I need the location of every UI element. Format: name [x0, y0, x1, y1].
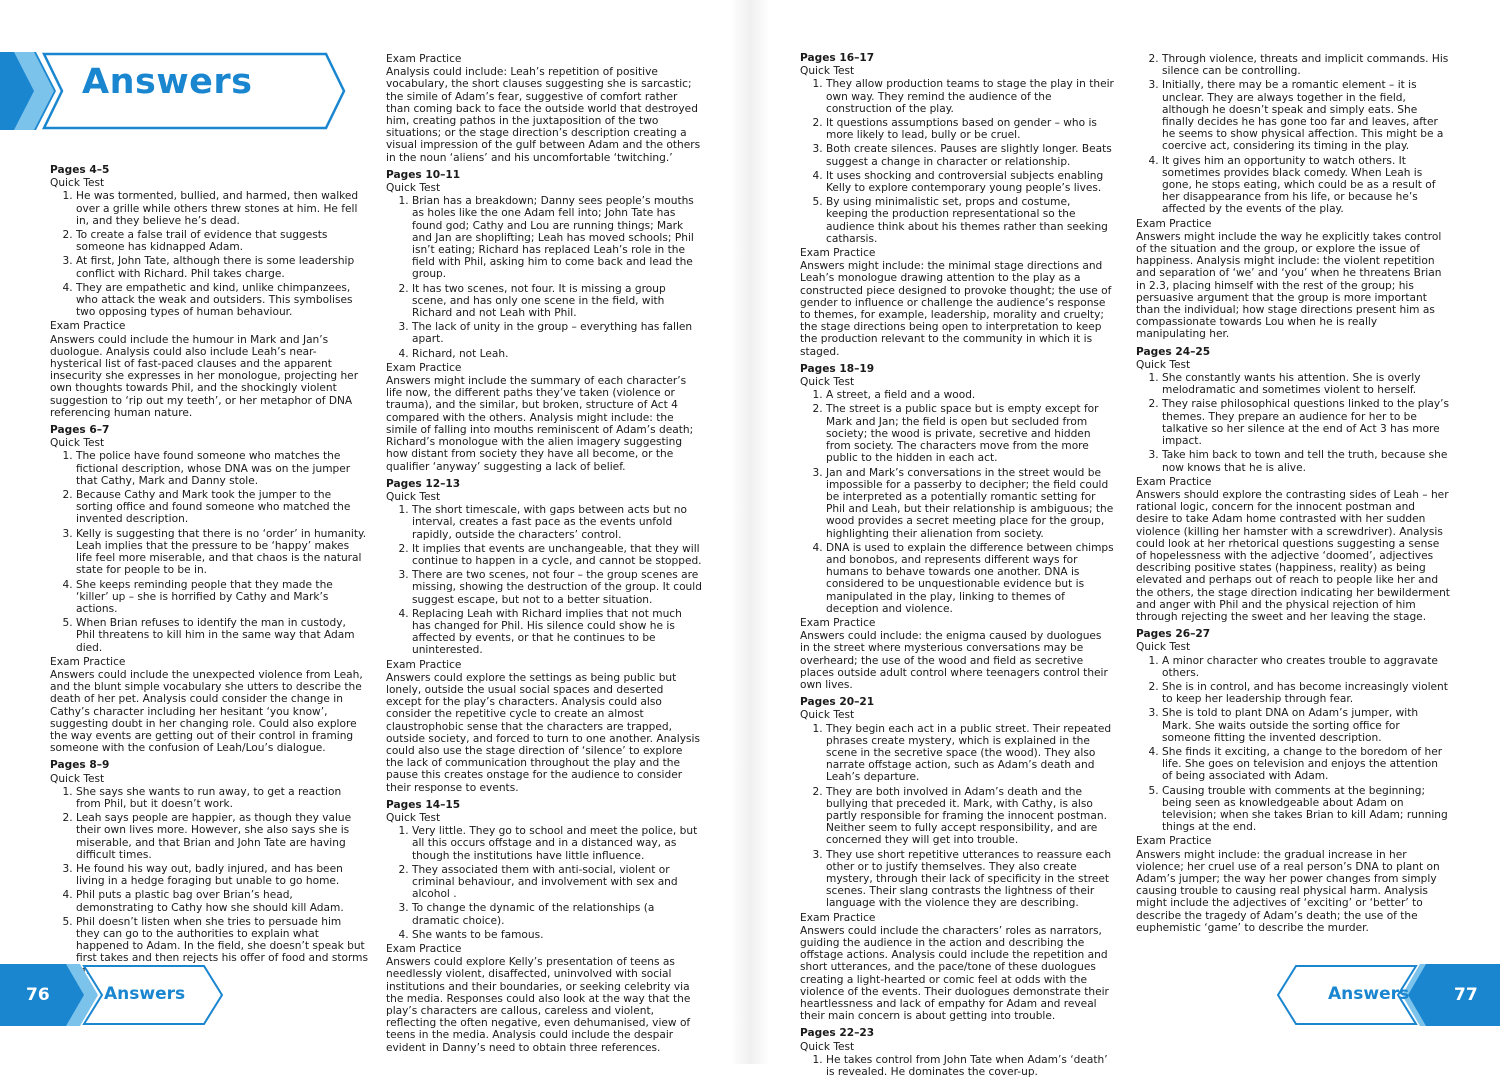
quick-test-answer: 4. It uses shocking and controversial subjects enabling Kelly to explore contemporary young people’s lives.: [826, 170, 1114, 194]
quick-test-answer: 1. They allow production teams to stage the play in their own way. They remind the audience of the construction of the play.: [826, 78, 1114, 115]
quick-test-label: Quick Test: [386, 811, 441, 824]
footer-right-label: Answers: [1328, 984, 1410, 1004]
quick-test-list: [1136, 53, 1450, 216]
quick-test-answer: 2. The street is a public space but is empty except for Mark and Jan; the field is open but secluded from society; the wood is private, secretive and hidden from society. The characters move from the more public to the hidden in each act.: [826, 403, 1114, 464]
footer-left-label: Answers: [104, 984, 186, 1004]
section-heading: Pages 6–7: [50, 424, 110, 437]
footer-left-tab: [0, 964, 226, 1026]
quick-test-label: Quick Test: [386, 490, 441, 503]
exam-practice-answer: Answers could include the humour in Mark and Jan’s duologue. Analysis could also include Leah’s near-hysterical list of fast-paced clauses and the apparent insecurity she expresses in her monologue, projecting her own thoughts towards Phil, and the shockingly violent suggestion to ‘rip out my teeth’, or her metaphor of DNA referencing human nature.: [50, 333, 359, 419]
answer-section: [1136, 628, 1450, 934]
quick-test-answer: 5. By using minimalistic set, props and costume, keeping the production representational so the audience think about his themes rather than seeking catharsis.: [826, 196, 1114, 245]
exam-practice-answer: Answers might include: the gradual increase in her violence; her cruel use of a real person’s DNA to plant on Adam’s jumper; the way her power changes from simply causing trouble to causing real physical harm. Analysis might include the adjectives of ‘exciting’ or ‘better’ to describe the tragedy of Adam’s death; the use of the euphemistic ‘game’ to describe the murder.: [1136, 848, 1440, 934]
answer-section: [50, 759, 368, 976]
exam-practice-label: Exam Practice: [1136, 475, 1212, 488]
section-heading: Pages 18–19: [800, 362, 875, 375]
exam-practice-label: Exam Practice: [386, 53, 462, 65]
quick-test-answer: 3. Jan and Mark’s conversations in the street would be impossible for a passerby to decipher; the field could be interpreted as a potentially romantic setting for Phil and Leah, but their relationship is ambiguous; the wood provides a secret meeting place for the group, highlighting their alienation from society.: [826, 467, 1114, 540]
exam-practice-answer: Answers might include the summary of each character’s life now, the different paths they’ve taken (violence or trauma), and the similar, but broken, structure of Act 4 compared with the others. Analysis might include: the simile of falling into mouths reminiscent of Adam’s death; Richard’s monologue with the alien imagery suggesting how distant from society they have all become, or the qualifier ‘anyway’ suggesting a lack of belief.: [386, 375, 694, 473]
quick-test-answer: 4. She keeps reminding people that they made the ‘killer’ up – she is horrified by Cathy and Mark’s actions.: [76, 579, 368, 616]
quick-test-list: [50, 450, 368, 653]
quick-test-label: Quick Test: [800, 1040, 855, 1053]
column-4: [1136, 52, 1450, 939]
quick-test-answer: 3. Both create silences. Pauses are slightly longer. Beats suggest a change in character or relationship.: [826, 143, 1114, 167]
quick-test-answer: 4. She finds it exciting, a change to the boredom of her life. She goes on television and enjoys the attention of being associated with Adam.: [1162, 746, 1450, 783]
quick-test-answer: 3. The lack of unity in the group – everything has fallen apart.: [412, 321, 702, 345]
answer-section: [50, 424, 368, 754]
quick-test-answer: 3. There are two scenes, not four – the group scenes are missing, showing the destruction of the group. It could suggest escape, but not to a better situation.: [412, 569, 702, 606]
quick-test-answer: 2. Because Cathy and Mark took the jumper to the sorting office and found someone who matched the invented description.: [76, 489, 368, 526]
quick-test-list: [1136, 655, 1450, 834]
quick-test-answer: 1. A minor character who creates trouble to aggravate others.: [1162, 655, 1450, 679]
quick-test-list: [800, 1054, 1114, 1078]
exam-practice-label: Exam Practice: [386, 361, 462, 374]
quick-test-answer: 1. Brian has a breakdown; Danny sees people’s mouths as holes like the one Adam fell into; John Tate has found god; Cathy and Lou are running things; Mark and Jan are shoplifting; Leah has moved schools; Phil isn’t eating; Richard has replaced Leah’s role in the field with Phil, asking him to come back and lead the group.: [412, 195, 702, 280]
quick-test-answer: 2. Leah says people are happier, as though they value their own lives more. However, she also says she is miserable, and that Brian and John Tate are having difficult times.: [76, 812, 368, 861]
quick-test-answer: 1. He takes control from John Tate when Adam’s ‘death’ is revealed. He dominates the cover-up.: [826, 1054, 1114, 1078]
answer-section: [800, 52, 1114, 358]
quick-test-list: [386, 504, 702, 656]
section-heading: Pages 4–5: [50, 164, 110, 176]
quick-test-answer: 3. She is told to plant DNA on Adam’s jumper, with Mark. She waits outside the sorting office for someone fitting the invented description.: [1162, 707, 1450, 744]
exam-practice-label: Exam Practice: [800, 247, 876, 260]
exam-practice-label: Exam Practice: [50, 320, 126, 333]
quick-test-answer: 2. It implies that events are unchangeable, that they will continue to happen in a cycle, and cannot be stopped.: [412, 543, 702, 567]
quick-test-answer: 5. When Brian refuses to identify the man in custody, Phil threatens to kill him in the same way that Adam died.: [76, 617, 368, 654]
quick-test-list: [386, 195, 702, 360]
section-heading: Pages 20–21: [800, 696, 875, 709]
quick-test-answer: 1. They begin each act in a public street. Their repeated phrases create mystery, which is explained in the scene in the secretive space (the wood). They also narrate offstage action, such as Adam’s death and Leah’s departure.: [826, 723, 1114, 784]
answer-section: [800, 1027, 1114, 1078]
quick-test-answer: 4. It gives him an opportunity to watch others. It sometimes provides black comedy. When Leah is gone, he stops eating, which could be as a result of her disappearance from his life, or because he’s affected by the events of the play.: [1162, 155, 1450, 216]
quick-test-list: [50, 786, 368, 977]
quick-test-answer: 1. The short timescale, with gaps between acts but no interval, creates a fast pace as the events unfold rapidly, outside the characters’ control.: [412, 504, 702, 541]
quick-test-list: [800, 78, 1114, 245]
exam-practice-answer: Answers could explore the settings as being public but lonely, outside the usual social spaces and deserted except for the play’s characters. Analysis could also consider the repetitive cycle to create an almost claustrophobic sense that the characters are trapped, outside society, and forced to turn to one another. Analysis could also use the stage direction of ‘silence’ to explore the lack of communication throughout the play and the pause this creates onstage for the audience to consider their response to events.: [386, 671, 700, 794]
section-heading: Pages 24–25: [1136, 345, 1211, 358]
quick-test-list: [1136, 372, 1450, 474]
exam-practice-label: Exam Practice: [386, 658, 462, 671]
answer-section: [800, 696, 1114, 1022]
exam-practice-answer: Answers might include the way he explicitly takes control of the situation and the group, or explore the issue of happiness. Analysis might include: the violent repetition and separation of ‘we’ and ‘you’ when he threatens Brian in 2.3, placing himself with the rest of the group; his persuasive argument that the group is more important than the individual; how stage directions present him as compassionate towards Lou when he is really manipulating her.: [1136, 230, 1442, 341]
exam-practice-label: Exam Practice: [800, 911, 876, 924]
quick-test-label: Quick Test: [1136, 358, 1191, 371]
column-2: [386, 52, 702, 1059]
answer-section: [1136, 346, 1450, 623]
quick-test-answer: 1. He was tormented, bullied, and harmed, then walked over a grille while others threw stones at him. He fell in, and they believe he’s dead.: [76, 190, 368, 227]
quick-test-answer: 1. She constantly wants his attention. She is overly melodramatic and sometimes violent to herself.: [1162, 372, 1450, 396]
quick-test-list: [800, 389, 1114, 615]
answer-section: [800, 363, 1114, 691]
section-heading: Pages 22–23: [800, 1027, 875, 1040]
exam-practice-answer: Answers should explore the contrasting sides of Leah – her rational logic, concern for the innocent postman and desire to take Adam home contrasted with her sudden violence (killing her hamster with a screwdriver). Analysis could look at her rhetorical questions suggesting a sense of hopelessness with the adjective ‘doomed’, adjectives describing positive states (happiness, reality) as being elevated and perhaps out of reach to people like her and the others, the stage direction indicating her bewilderment and anger with Phil and the physical rejection of him through rejecting the sweet and her leaving the stage.: [1136, 488, 1450, 623]
exam-practice-answer: Answers could include: the enigma caused by duologues in the street where mysterious conversations may be overheard; the use of the wood and field as secretive places outside adult control where teenagers control their own lives.: [800, 630, 1108, 691]
quick-test-answer: 4. DNA is used to explain the difference between chimps and bonobos, and represents different ways for humans to behave towards one another. DNA is considered to be unquestionable evidence but is manipulated in the play, linking to themes of deception and violence.: [826, 542, 1114, 615]
section-heading: Pages 8–9: [50, 759, 110, 772]
quick-test-answer: 5. Phil doesn’t listen when she tries to persuade him they can go to the authorities to explain what happened to Adam. In the field, she doesn’t speak but first takes and then rejects his offer of food and storms: [76, 916, 368, 977]
quick-test-answer: 4. She wants to be famous.: [412, 929, 702, 941]
section-heading: Pages 10–11: [386, 168, 461, 181]
exam-practice-answer: Answers could include the characters’ roles as narrators, guiding the audience in the action and describing the offstage actions. Analysis could include the repetition and short utterances, and the pace/tone of these duologues creating a light-hearted or comic feel at odds with the violence of the events. Their duologues demonstrate their heartlessness and lack of empathy for Adam and reveal their main concern is about getting into trouble.: [800, 924, 1109, 1023]
quick-test-list: [800, 723, 1114, 910]
exam-practice-label: Exam Practice: [50, 655, 126, 668]
quick-test-label: Quick Test: [800, 65, 855, 78]
footer-right-tab: [1274, 964, 1500, 1026]
quick-test-answer: 2. Through violence, threats and implicit commands. His silence can be controlling.: [1162, 53, 1450, 77]
answers-banner: [0, 52, 348, 130]
column-3: [800, 52, 1114, 1083]
exam-practice-label: Exam Practice: [1136, 217, 1212, 230]
answer-section: [50, 164, 368, 419]
section-heading: Pages 14–15: [386, 798, 461, 811]
quick-test-answer: 3. He found his way out, badly injured, and has been living in a hedge foraging but unable to go home.: [76, 863, 368, 887]
quick-test-answer: 2. They associated them with anti-social, violent or criminal behaviour, and involvement with sex and alcohol .: [412, 864, 702, 901]
quick-test-answer: 2. It has two scenes, not four. It is missing a group scene, and has only one scene in the field, with Richard and not Leah with Phil.: [412, 283, 702, 320]
quick-test-answer: 4. Phil puts a plastic bag over Brian’s head, demonstrating to Cathy how she should kill Adam.: [76, 889, 368, 913]
exam-practice-label: Exam Practice: [386, 943, 462, 956]
quick-test-answer: 5. Causing trouble with comments at the beginning; being seen as knowledgeable about Adam on television; when she takes Brian to kill Adam; running things at the end.: [1162, 785, 1450, 834]
exam-practice-label: Exam Practice: [1136, 835, 1212, 848]
quick-test-answer: 2. It questions assumptions based on gender – who is more likely to lead, bully or be cruel.: [826, 117, 1114, 141]
exam-practice-answer: Answers could include the unexpected violence from Leah, and the blunt simple vocabulary she utters to describe the death of her pet. Analysis could consider the change in Cathy’s character including her hesitant ‘you know’, suggesting doubt in her changing role. Could also explore the way events are getting out of their control in framing someone with the confusion of Leah/Lou’s dialogue.: [50, 668, 363, 755]
quick-test-answer: 4. Richard, not Leah.: [412, 348, 702, 360]
exam-practice-answer: Analysis could include: Leah’s repetition of positive vocabulary, the short clauses suggesting she is sarcastic; the simile of Adam’s fear, suggestive of comfort rather than coming back to face the outside world that destroyed him, creating pathos in the juxtaposition of the two situations; or the stage direction’s description creating a visual impression of the gulf between Adam and the others in the noun ‘aliens’ and his uncomfortable ‘twitching.’: [386, 66, 701, 164]
quick-test-answer: 3. Take him back to town and tell the truth, because she now knows that he is alive.: [1162, 449, 1450, 473]
quick-test-answer: 1. Very little. They go to school and meet the police, but all this occurs offstage and in a distanced way, as though the institutions have little influence.: [412, 825, 702, 862]
quick-test-label: Quick Test: [800, 709, 855, 722]
quick-test-label: Quick Test: [800, 376, 855, 389]
answer-section: [386, 53, 702, 164]
quick-test-label: Quick Test: [386, 182, 441, 195]
quick-test-label: Quick Test: [1136, 641, 1191, 654]
column-1: [50, 164, 368, 982]
quick-test-answer: 1. A street, a field and a wood.: [826, 389, 1114, 401]
quick-test-answer: 4. Replacing Leah with Richard implies that not much has changed for Phil. His silence could show he is affected by events, or that he continues to be uninterested.: [412, 608, 702, 657]
exam-practice-answer: Answers could explore Kelly’s presentation of teens as needlessly violent, disaffected, uninvolved with social institutions and their boundaries, or seeking celebrity via the media. Responses could also look at the way that the play’s characters are callous, careless and violent, reflecting the often negative, even dehumanised, view of teens in the media. Analysis could include the despair evident in Danny’s need to obtain three references.: [386, 956, 691, 1054]
quick-test-answer: 2. They are both involved in Adam’s death and the bullying that preceded it. Mark, with Cathy, is also partly responsible for framing the innocent postman. Neither seem to fully accept responsibility, and are concerned they will get into trouble.: [826, 786, 1114, 847]
section-heading: Pages 26–27: [1136, 628, 1211, 641]
quick-test-answer: 4. They are empathetic and kind, unlike chimpanzees, who attack the weak and outsiders. This symbolises two opposing types of human behaviour.: [76, 282, 368, 319]
section-heading: Pages 16–17: [800, 52, 875, 64]
answer-section: [386, 799, 702, 1054]
quick-test-answer: 3. At first, John Tate, although there is some leadership conflict with Richard. Phil takes charge.: [76, 255, 368, 279]
quick-test-answer: 2. She is in control, and has become increasingly violent to keep her leadership through fear.: [1162, 681, 1450, 705]
section-heading: Pages 12–13: [386, 477, 461, 490]
page-gutter-shade: [730, 0, 770, 1064]
answer-section: [386, 478, 702, 794]
answer-section: [1136, 53, 1450, 341]
banner-title: Answers: [82, 62, 253, 102]
page-number-right: 77: [1454, 985, 1478, 1005]
exam-practice-label: Exam Practice: [800, 616, 876, 629]
quick-test-answer: 3. Initially, there may be a romantic element – it is unclear. They are always together in the field, although he doesn’t speak and simply eats. She finally decides he has gone too far and leaves, after he seems to show physical affection. This might be a coercive act, considering its timing in the play.: [1162, 79, 1450, 152]
quick-test-answer: 3. They use short repetitive utterances to reassure each other or to justify themselves. They also create mystery, through their lack of specificity in the street scenes. Their slang contrasts the lightness of their language with the violence they are describing.: [826, 849, 1114, 910]
quick-test-answer: 1. The police have found someone who matches the fictional description, whose DNA was on the jumper that Cathy, Mark and Danny stole.: [76, 450, 368, 487]
quick-test-answer: 2. To create a false trail of evidence that suggests someone has kidnapped Adam.: [76, 229, 368, 253]
exam-practice-answer: Answers might include: the minimal stage directions and Leah’s monologue drawing attention to the play as a constructed piece designed to provoke thought; the use of gender to influence or challenge the audience’s response to themes, for example, leadership, morality and cruelty; the stage directions being open to interpretation to keep the production relevant to the community in which it is staged.: [800, 260, 1112, 358]
quick-test-list: [50, 190, 368, 318]
page-number-left: 76: [26, 985, 50, 1005]
quick-test-answer: 3. Kelly is suggesting that there is no ‘order’ in humanity. Leah implies that the pressure to be ‘happy’ makes life feel more miserable, and that chaos is the natural state for people to be in.: [76, 528, 368, 577]
quick-test-label: Quick Test: [50, 437, 105, 450]
quick-test-answer: 3. To change the dynamic of the relationships (a dramatic choice).: [412, 902, 702, 926]
quick-test-label: Quick Test: [50, 177, 105, 190]
answer-section: [386, 169, 702, 473]
quick-test-answer: 1. She says she wants to run away, to get a reaction from Phil, but it doesn’t work.: [76, 786, 368, 810]
quick-test-label: Quick Test: [50, 772, 105, 785]
quick-test-list: [386, 825, 702, 941]
quick-test-answer: 2. They raise philosophical questions linked to the play’s themes. They prepare an audience for her to be talkative so her silence at the end of Act 3 has more impact.: [1162, 398, 1450, 447]
